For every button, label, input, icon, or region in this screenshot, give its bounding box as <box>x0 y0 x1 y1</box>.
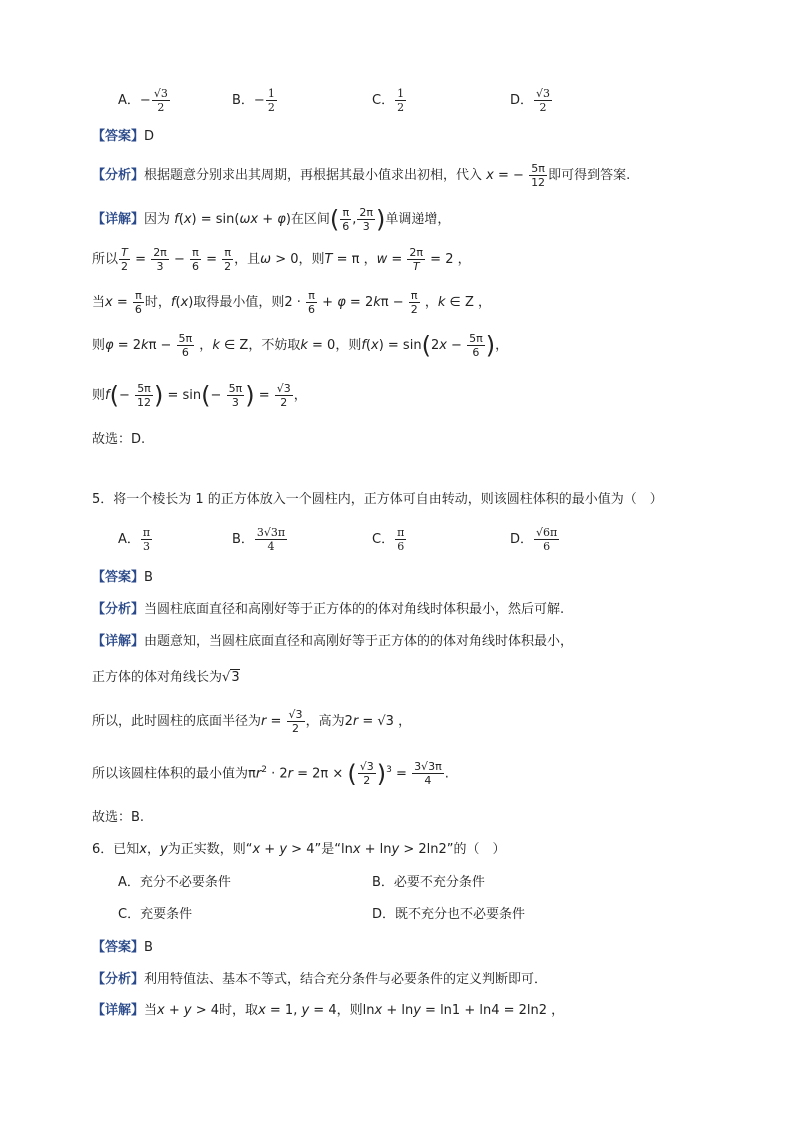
option-letter: D． <box>510 93 534 108</box>
analysis-text: 当圆柱底面直径和高刚好等于正方体的的体对角线时体积最小，然后可解. <box>144 602 565 617</box>
detail-text: ，则 <box>335 338 362 353</box>
q5-detail-4: 所以该圆柱体积的最小值为$\pi r^2 \cdot 2r = 2\pi$ × ( $\frac{√3}{2}$ )$^3$ = $\frac{3√3\pi}{4}$ . <box>92 759 449 788</box>
option-letter: D． <box>510 532 534 547</box>
frac-num: √3 <box>153 87 168 100</box>
detail-text: 在区间 <box>290 212 330 227</box>
option-text: 充分不必要条件 <box>139 875 231 890</box>
analysis-tag: 【分析】 <box>92 168 145 183</box>
q5-option-c <box>372 526 407 553</box>
q4-conclusion: 故选：D. <box>92 432 146 447</box>
detail-text: 当 <box>92 295 106 310</box>
frac-den: 2 <box>397 101 405 114</box>
detail-text: 则 <box>92 388 106 403</box>
q6-stem: 6．已知x，y为正实数，则“x + y > 4”是“lnx + lny > 2ln2”的（ ） <box>92 842 506 857</box>
detail-text: 当 <box>144 1003 158 1018</box>
detail-tag: 【详解】 <box>92 634 145 649</box>
option-sign: − <box>253 93 265 108</box>
analysis-text: 利用特值法、基本不等式，结合充分条件与必要条件的定义判断即可． <box>144 972 548 987</box>
answer-value: B <box>144 570 153 585</box>
q5-stem: 5．将一个棱长为 1 的正方体放入一个圆柱内，正方体可自由转动，则该圆柱体积的最小值为（ ） <box>92 492 663 507</box>
answer-tag: 【答案】 <box>92 129 145 144</box>
q4-option-b <box>232 87 278 114</box>
q6-analysis <box>92 970 547 990</box>
option-letter: B． <box>232 532 254 547</box>
option-letter: A． <box>118 532 140 547</box>
option-letter: C． <box>372 93 395 108</box>
frac-den: 2 <box>267 101 275 114</box>
q6-option-c <box>118 905 192 925</box>
analysis-tag: 【分析】 <box>92 972 145 987</box>
analysis-tag: 【分析】 <box>92 602 145 617</box>
q4-option-d <box>510 87 553 114</box>
option-fraction <box>266 87 277 114</box>
frac-num: 3√3π <box>256 526 286 539</box>
option-letter: A． <box>118 93 140 108</box>
option-letter: B． <box>232 93 254 108</box>
detail-text: ，不妨取 <box>248 338 301 353</box>
option-letter: C． <box>372 532 395 547</box>
frac-num: 1 <box>397 87 405 100</box>
answer-tag: 【答案】 <box>92 570 145 585</box>
detail-text: 由题意知，当圆柱底面直径和高刚好等于正方体的的体对角线时体积最小， <box>144 634 574 649</box>
q6-option-a <box>118 873 231 893</box>
q4-detail-5: 则f(− $\frac{5\pi}{12}$ ) = sin(− $\frac{5\pi}{3}$ ) = $\frac{√3}{2}$ ， <box>92 381 307 410</box>
q4-detail-2: 所以 $\frac{T}{2}$ = $\frac{2\pi}{3}$ − $\frac{\pi}{6}$ = $\frac{\pi}{2}$ ，且ω > 0，则T = π ，w = $\frac{2\pi}{T}$ = 2 ， <box>92 246 471 273</box>
stem-text: 为正实数，则“ <box>167 842 253 857</box>
detail-text: ，则 <box>298 252 325 267</box>
q5-detail-3: 所以，此时圆柱的底面半径为r = $\frac{√3}{2}$ ，高为2r = √3 ， <box>92 708 412 735</box>
detail-text: 所以 <box>92 252 119 267</box>
q4-option-c <box>372 87 407 114</box>
q6-option-d <box>372 905 525 925</box>
q4-option-a <box>118 87 171 114</box>
option-text: 充要条件 <box>140 907 193 922</box>
q4-detail-3: 当x = $\frac{\pi}{6}$ 时，f(x)取得最小值，则2 · $\frac{\pi}{6}$ + φ = 2kπ − $\frac{\pi}{2}$ ，k ∈ Z ， <box>92 289 492 316</box>
detail-text: 则 <box>92 338 106 353</box>
detail-tag: 【详解】 <box>92 212 145 227</box>
option-fraction <box>152 87 170 114</box>
q5-option-d <box>510 526 560 553</box>
detail-text: 所以该圆柱体积的最小值为 <box>92 766 249 782</box>
option-fraction <box>141 526 152 553</box>
frac-num: π <box>397 526 405 539</box>
detail-text: 所以，此时圆柱的底面半径为 <box>92 714 262 729</box>
option-letter: B． <box>372 875 394 890</box>
option-letter: D． <box>372 907 396 922</box>
detail-text: 取得最小值，则 <box>193 295 285 310</box>
detail-text: ，且 <box>234 252 261 267</box>
q4-analysis: 【分析】根据题意分别求出其周期，再根据其最小值求出初相，代入 x = − $\frac{5\pi}{12}$ 即可得到答案. <box>92 162 631 189</box>
detail-text: 正方体的体对角线长为 <box>92 670 223 685</box>
detail-text: 时，取 <box>219 1003 259 1018</box>
answer-value: D <box>144 129 155 144</box>
detail-text: 因为 <box>144 212 171 227</box>
q6-option-b <box>372 873 485 893</box>
analysis-text-end: 即可得到答案. <box>548 168 631 183</box>
option-letter: C． <box>118 907 141 922</box>
option-text: 必要不充分条件 <box>393 875 485 890</box>
frac-den: 2 <box>539 101 547 114</box>
q5-option-a <box>118 526 153 553</box>
option-fraction <box>395 87 406 114</box>
q5-conclusion: 故选：B. <box>92 810 145 825</box>
option-sign: − <box>139 93 151 108</box>
detail-text: ，则 <box>336 1003 363 1018</box>
frac-den: 6 <box>397 540 405 553</box>
frac-den: 3 <box>143 540 151 553</box>
detail-text: ，高为 <box>305 714 345 729</box>
q5-detail-1 <box>92 632 573 652</box>
q4-detail-4: 则φ = 2kπ − $\frac{5\pi}{6}$ ，k ∈ Z，不妨取k = 0，则f(x) = sin(2x − $\frac{5\pi}{6}$ )， <box>92 331 509 360</box>
stem-text: ”是“ <box>314 842 341 857</box>
option-fraction <box>395 526 406 553</box>
answer-value: B <box>144 940 153 955</box>
frac-num: √3 <box>536 87 551 100</box>
q6-answer <box>92 938 153 958</box>
detail-text: 时， <box>144 295 171 310</box>
frac-num: √6π <box>536 526 558 539</box>
detail-tag: 【详解】 <box>92 1003 145 1018</box>
frac-den: 6 <box>543 540 551 553</box>
frac-den: 2 <box>157 101 165 114</box>
option-text: 既不充分也不必要条件 <box>395 907 526 922</box>
q4-answer <box>92 127 154 147</box>
q5-answer <box>92 568 153 588</box>
stem-text: 6．已知 <box>92 842 140 857</box>
q5-option-b <box>232 526 288 553</box>
analysis-text: 根据题意分别求出其周期，再根据其最小值求出初相，代入 <box>144 168 483 183</box>
option-fraction <box>255 526 287 553</box>
q4-detail-1: 【详解】因为 f(x) = sin(ωx + φ)在区间( $\frac{\pi}{6}$ , $\frac{2\pi}{3}$ )单调递增， <box>92 205 451 234</box>
q5-analysis <box>92 600 564 620</box>
q6-detail-1: 【详解】当x + y > 4时，取x = 1, y = 4，则lnx + lny = ln1 + ln4 = 2ln2 ， <box>92 1003 565 1018</box>
frac-num: π <box>142 526 151 539</box>
answer-tag: 【答案】 <box>92 940 145 955</box>
option-letter: A． <box>118 875 140 890</box>
option-fraction <box>534 526 559 553</box>
stem-text: ”的（ ） <box>446 842 506 857</box>
detail-text: 单调递增， <box>385 212 451 227</box>
frac-den: 4 <box>267 540 275 553</box>
q5-detail-2: 正方体的体对角线长为√3 <box>92 670 240 685</box>
option-fraction <box>534 87 552 114</box>
frac-num: 1 <box>267 87 275 100</box>
